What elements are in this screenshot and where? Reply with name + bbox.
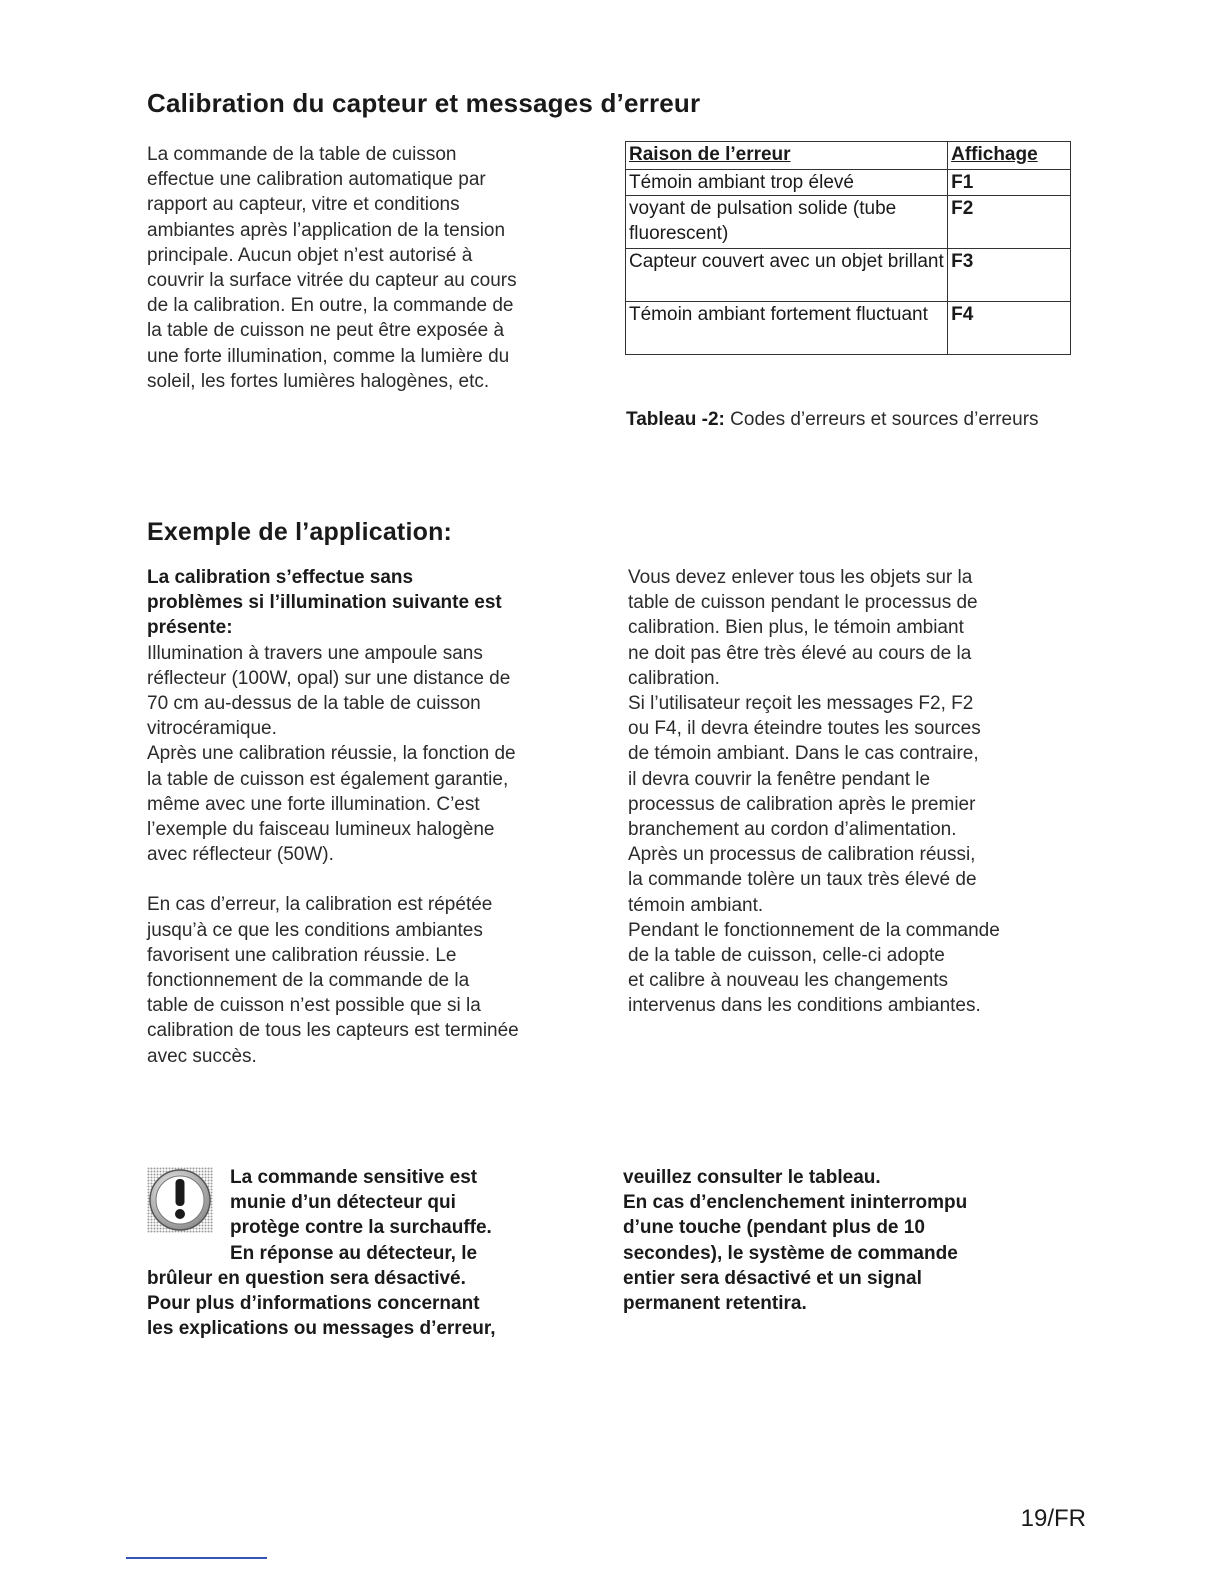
- table-row: [626, 249, 1071, 302]
- footer-divider: [126, 1557, 267, 1559]
- example-bold-intro: La calibration s’effectue sans problèmes si l’illumination suivante est présente:: [147, 567, 502, 639]
- error-reason: Témoin ambiant fortement fluctuant: [626, 302, 948, 355]
- error-reason: Témoin ambiant trop élevé: [626, 170, 948, 196]
- table-caption-text: Codes d’erreurs et sources d’erreurs: [724, 409, 1039, 430]
- section-title-calibration: Calibration du capteur et messages d’erreur: [147, 88, 701, 118]
- example-left-column: [147, 565, 587, 1069]
- error-code: F1: [948, 170, 1071, 196]
- table-caption: [626, 407, 1046, 432]
- error-table: [625, 141, 1071, 355]
- warning-text-top-content: La commande sensitive est munie d’un détecteur qui protège contre la surchauffe. En réponse au détecteur, le: [230, 1167, 492, 1264]
- exclamation-icon: [147, 1167, 213, 1233]
- section-title-example: Exemple de l’application:: [147, 518, 453, 546]
- table-caption-label: Tableau -2:: [626, 409, 725, 430]
- table-header-row: [626, 142, 1071, 170]
- example-right-paragraph: Vous devez enlever tous les objets sur la table de cuisson pendant le processus de calibration. Bien plus, le témoin ambiant ne doit pas être très élevé au cours de la calibration. Si l’utilisateur reçoit les messages F2, F2 ou F4, il devra éteindre toutes les sources de témoin ambiant. Dans le cas contraire, il devra couvrir la fenêtre pendant le processus de calibration après le premier branchement au cordon d’alimentation. Après un processus de calibration réussi, la commande tolère un taux très élevé de témoin ambiant. Pendant le fonctionnement de la commande de la table de cuisson, celle-ci adopte et calibre à nouveau les changements intervenus dans les conditions ambiantes.: [628, 567, 1000, 1017]
- header-display: Affichage: [948, 142, 1071, 170]
- example-paragraph-1: Illumination à travers une ampoule sans réflecteur (100W, opal) sur une distance de 70 cm au-dessus de la table de cuisson vitrocéramique. Après une calibration réussie, la fonction de la table de cuisson est également garantie, même avec une forte illumination. C’est l’exemple du faisceau lumineux halogène avec réflecteur (50W).: [147, 642, 516, 866]
- calibration-text: La commande de la table de cuisson effectue une calibration automatique par rapport au capteur, vitre et conditions ambiantes après l’application de la tension principale. Aucun objet n’est autorisé à couvrir la surface vitrée du capteur au cours de la calibration. En outre, la commande de la table de cuisson ne peut être exposée à une forte illumination, comme la lumière du soleil, les fortes lumières halogènes, etc.: [147, 144, 517, 392]
- example-right-column: [628, 565, 1078, 1019]
- header-reason: Raison de l’erreur: [626, 142, 948, 170]
- table-row: [626, 302, 1071, 355]
- warning-text-bottom-content: brûleur en question sera désactivé. Pour plus d’informations concernant les explications ou messages d’erreur,: [147, 1268, 496, 1340]
- example-paragraph-2: En cas d’erreur, la calibration est répétée jusqu’à ce que les conditions ambiantes favorisent une calibration réussie. Le fonctionnement de la commande de la table de cuisson n’est possible que si la calibration de tous les capteurs est terminée avec succès.: [147, 894, 519, 1067]
- table-row: [626, 196, 1071, 249]
- error-code: F4: [948, 302, 1071, 355]
- warning-text-bottom: [147, 1266, 597, 1342]
- warning-text-right-content: veuillez consulter le tableau. En cas d’enclenchement ininterrompu d’une touche (pendant plus de 10 secondes), le système de commande entier sera désactivé et un signal permanent retentira.: [623, 1167, 968, 1315]
- warning-text-right: [623, 1165, 1073, 1316]
- error-reason: Capteur couvert avec un objet brillant: [626, 249, 948, 302]
- error-code: F2: [948, 196, 1071, 249]
- error-reason: voyant de pulsation solide (tube fluorescent): [626, 196, 948, 249]
- page-number: 19/FR: [1020, 1505, 1086, 1532]
- warning-text-top: [230, 1165, 590, 1266]
- calibration-paragraph: [147, 142, 587, 394]
- table-row: [626, 170, 1071, 196]
- error-code: F3: [948, 249, 1071, 302]
